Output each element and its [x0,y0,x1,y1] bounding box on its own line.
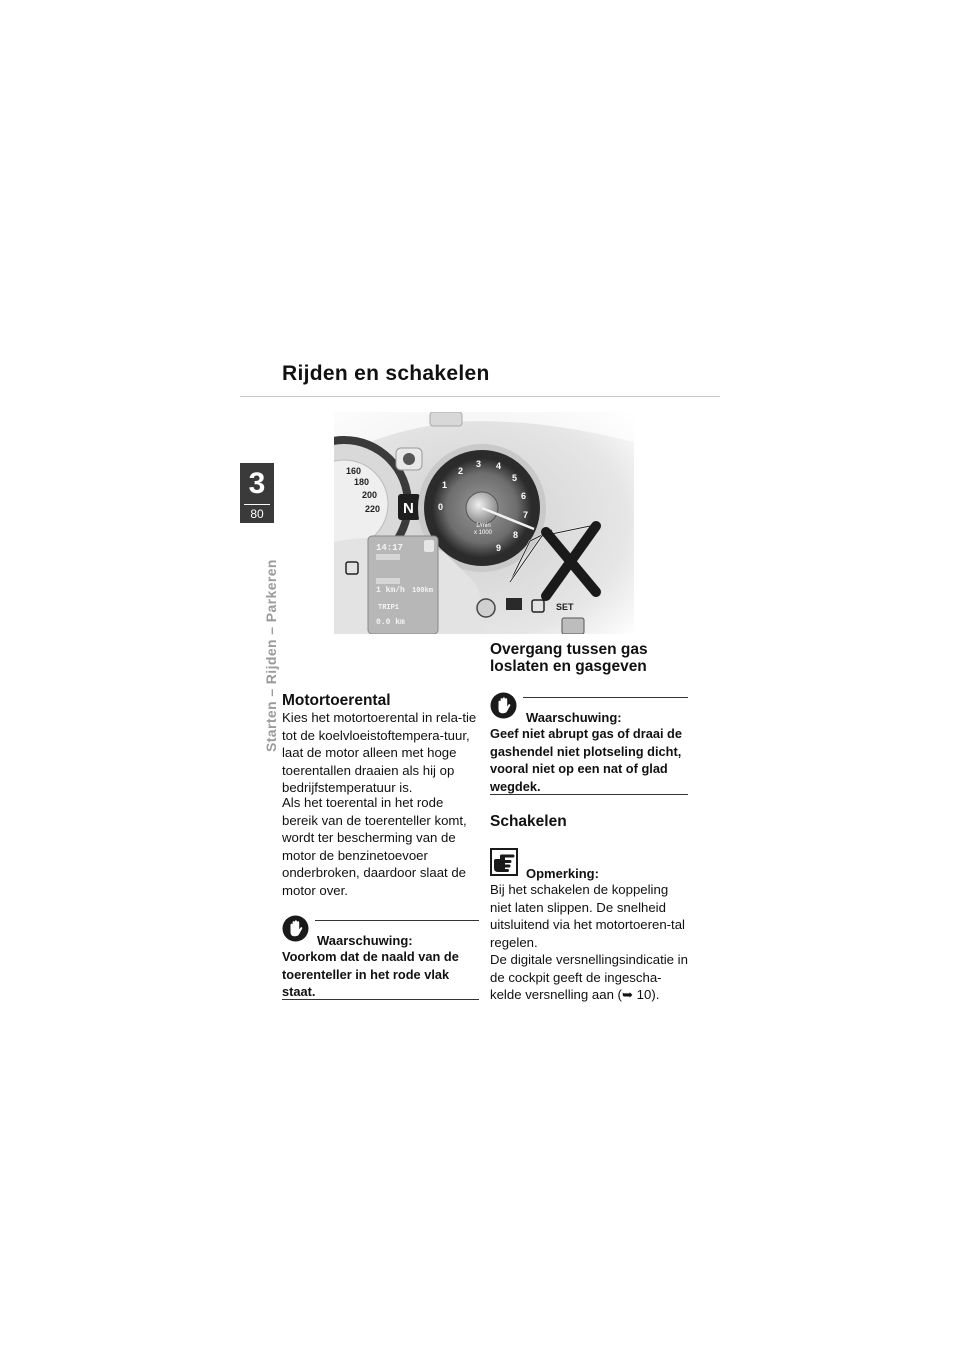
rpm-tick: 0 [438,502,444,512]
gear-indicator: N [403,500,414,517]
display-trip: TRIP1 [378,604,400,612]
warning-bottom-rule [282,999,479,1000]
lamp-icon [403,453,415,465]
display-clock: 14:17 [376,543,404,553]
heading-schakelen: Schakelen [490,813,567,830]
section-side-label: Starten – Rijden – Parkeren [263,559,279,752]
warning-hand-icon [490,692,517,719]
speed-tick: 160 [346,466,362,476]
speed-tick: 200 [362,490,378,500]
rpm-tick: 5 [512,473,518,483]
display-speed: 1 km/h [376,586,405,595]
note-text: Bij het schakelen de koppeling niet laten slippen. De snelheid uitsluitend via het motortoeren-tal regelen. [490,882,685,950]
rpm-tick: 9 [496,543,502,553]
chapter-number: 3 [248,467,266,500]
title-rule [240,396,720,397]
heading-overgang-line2: loslaten en gasgeven [490,658,647,675]
rpm-tick: 8 [513,530,519,540]
warning-text: Voorkom dat de naald van de toerenteller in het rode vlak staat. [282,949,459,1000]
warning-title: Waarschuwing: [317,933,413,948]
speed-tick: 180 [354,477,370,487]
warning-bottom-rule [490,794,688,795]
rpm-tick: 3 [476,459,482,469]
rpm-tick: 4 [496,461,502,471]
display-range: 100km [412,587,434,595]
rpm-tick: 1 [442,480,448,490]
rpm-unit: 1/min [476,523,491,529]
paragraph: Kies het motortoerental in rela-tie tot de koelvloeistoftempera-tuur, laat de motor alleen met hoge toerentallen draaien als hij op bedrijfstemperatuur is. [282,710,477,796]
rpm-tick: 6 [521,491,527,501]
set-label: SET [556,602,574,612]
note-text: De digitale versnellingsindicatie in de cockpit geeft de ingescha-kelde versnelling aan (➥ 10). [490,952,688,1003]
note-title: Opmerking: [526,866,599,881]
warning-top-rule [315,920,479,921]
heading-overgang-line1: Overgang tussen gas [490,641,648,658]
warning-text: Geef niet abrupt gas of draai de gashendel niet plotseling dicht, vooral niet op een nat of glad wegdek. [490,726,682,794]
warning-box [282,915,479,1005]
instrument-cluster-illustration [334,412,634,634]
page-number: 80 [250,507,264,521]
warning-box [490,692,688,796]
rpm-tick: 2 [458,466,464,476]
display-distance: 0.0 km [376,618,405,627]
warning-top-rule [523,697,688,698]
rpm-unit: x 1000 [474,530,493,536]
warning-title: Waarschuwing: [526,710,622,725]
speed-tick: 220 [365,504,381,514]
rpm-tick: 7 [523,510,529,520]
instrument-cluster-figure [334,412,634,634]
page-title: Rijden en schakelen [282,362,490,385]
paragraph: Als het toerental in het rode bereik van de toerenteller komt, wordt ter bescherming van de motor de benzinetoevoer onderbroken, daardoor slaat de motor over. [282,795,467,898]
warning-hand-icon [282,915,309,942]
chapter-divider [244,504,270,505]
chapter-tab [240,463,274,523]
heading-motortoerental: Motortoerental [282,692,391,709]
note-pointing-hand-icon [490,848,518,876]
